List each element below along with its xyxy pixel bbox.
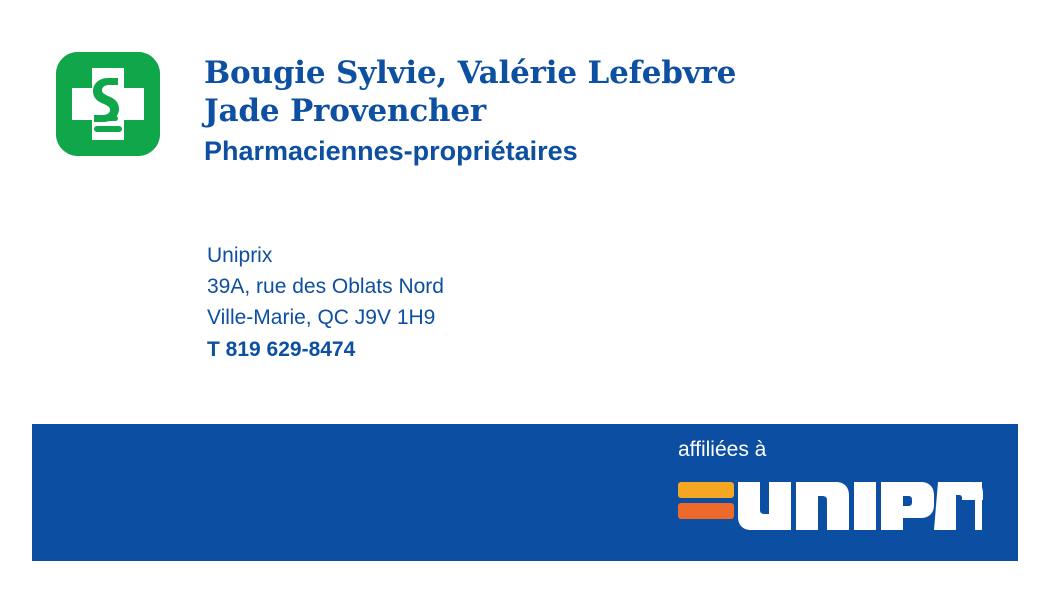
pharmacist-names-line-2: Jade Provencher [204,93,487,129]
uniprix-wordmark-logo [676,470,984,532]
footer-bar [32,424,1018,561]
city-province-postal: Ville-Marie, QC J9V 1H9 [207,306,436,329]
address-block [207,240,444,365]
company-name: Uniprix [207,244,273,267]
card-header [56,50,736,169]
affiliation-block [676,438,986,532]
pharmacist-title: Pharmaciennes-propriétaires [204,136,578,166]
street-address: 39A, rue des Oblats Nord [207,275,444,298]
pharmacy-bowl-of-hygieia-cross-icon [56,52,160,156]
pharmacist-names-line-1: Bougie Sylvie, Valérie Lefebvre [204,55,737,91]
phone-number[interactable]: T 819 629-8474 [207,338,356,361]
affiliation-label: affiliées à [678,438,767,461]
header-text-block [204,50,736,169]
